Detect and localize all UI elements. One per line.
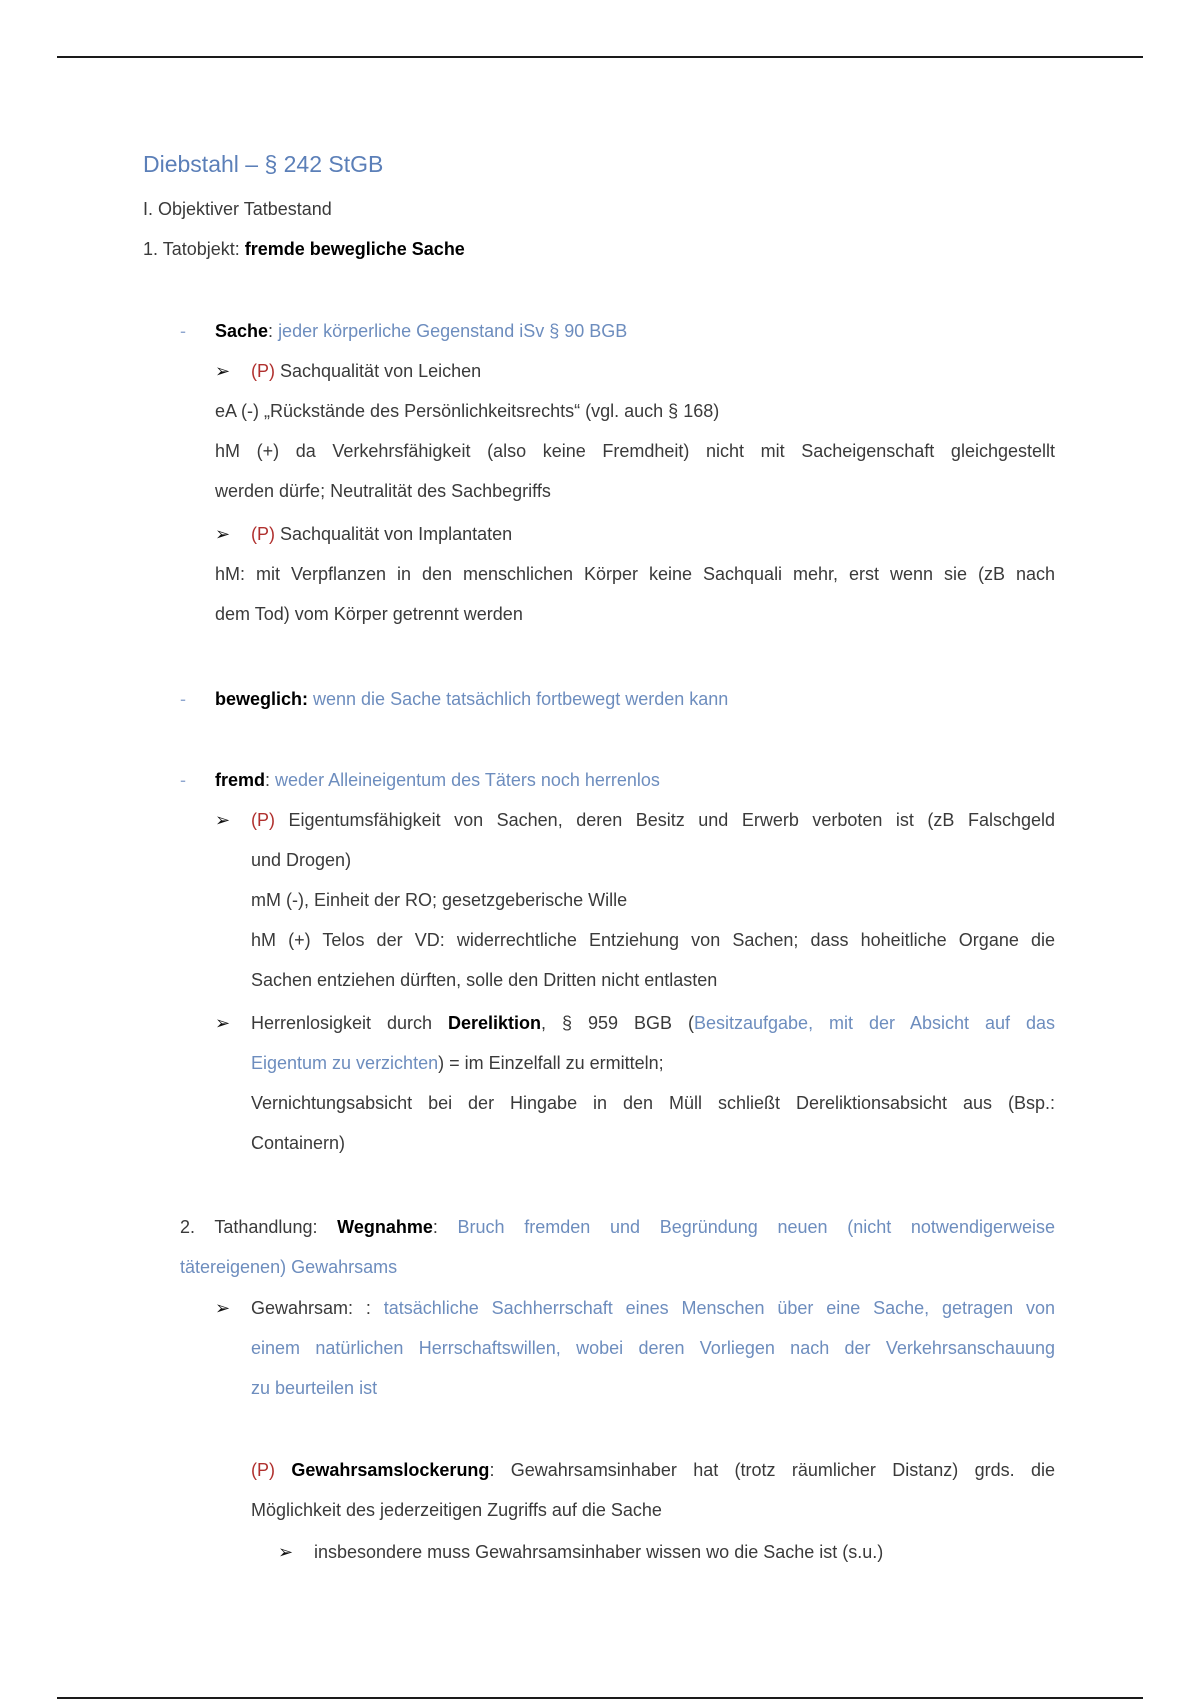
dereliktion-def: Besitzaufgabe, mit der Absicht auf das [693, 1013, 1055, 1033]
tathandlung-heading [180, 1207, 1055, 1247]
problem-mark: (P) [251, 524, 275, 544]
ea-opinion: eA (-) „Rückstände des Persönlichkeitsrechts“ (vgl. auch § 168) [215, 401, 720, 421]
gewahrsam-def: zu beurteilen ist [251, 1378, 378, 1398]
separator: : [265, 770, 276, 790]
gewahrsam-definition [251, 1288, 1055, 1328]
sache-term: Sache [215, 321, 269, 341]
footer-rule [57, 1697, 1143, 1699]
dereliktion-def: Eigentum zu verzichten [251, 1053, 439, 1073]
beweglich-def: wenn die Sache tatsächlich fortbewegt werden kann [308, 689, 729, 709]
problem-text-cont: und Drogen) [251, 850, 352, 870]
separator: : [268, 321, 279, 341]
gewahrsam-def: tatsächliche Sachherrschaft eines Menschen über eine Sache, getragen von [383, 1298, 1055, 1318]
hm-opinion-line: hM: mit Verpflanzen in den menschlichen Körper keine Sachquali mehr, erst wenn sie (zB nach [215, 564, 1055, 584]
problem-implantate [251, 514, 512, 554]
separator: : [432, 1217, 458, 1237]
fremd-def: weder Alleineigentum des Täters noch herrenlos [275, 770, 660, 790]
sache-definition [215, 311, 627, 351]
arrow-bullet-icon: ➢ [215, 1013, 231, 1033]
problem-text: Sachqualität von Implantaten [275, 524, 513, 544]
tathandlung-label: 2. Tathandlung: [180, 1217, 338, 1237]
dereliktion-post: ) = im Einzelfall zu ermitteln; [438, 1053, 664, 1073]
hm-opinion-line: werden dürfe; Neutralität des Sachbegriffs [215, 481, 551, 501]
vernichtungsabsicht-line: Containern) [251, 1133, 346, 1153]
gewahrsamslockerung-text: Möglichkeit des jederzeitigen Zugriffs auf die Sache [251, 1500, 662, 1520]
arrow-bullet-icon: ➢ [278, 1542, 294, 1562]
fremd-definition [215, 760, 660, 800]
hm-opinion-line: dem Tod) vom Körper getrennt werden [215, 604, 523, 624]
vernichtungsabsicht-line: Vernichtungsabsicht bei der Hingabe in den Müll schließt Dereliktionsabsicht aus (Bsp.: [251, 1093, 1055, 1113]
header-rule [57, 56, 1143, 58]
wegnahme-def-cont: tätereigenen) Gewahrsams [180, 1257, 398, 1277]
dereliktion-pre: Herrenlosigkeit durch [251, 1013, 449, 1033]
problem-mark: (P) [251, 361, 275, 381]
mm-opinion: mM (-), Einheit der RO; gesetzgeberische Wille [251, 890, 628, 910]
dash-bullet: - [180, 689, 186, 709]
problem-text: Eigentumsfähigkeit von Sachen, deren Besitz und Erwerb verboten ist (zB Falschgeld [275, 810, 1055, 830]
gewahrsamslockerung-term: Gewahrsamslockerung [291, 1460, 490, 1480]
hm-opinion-line: hM (+) Telos der VD: widerrechtliche Entziehung von Sachen; dass hoheitliche Organe die [251, 930, 1055, 950]
gewahrsamslockerung-text: : Gewahrsamsinhaber hat (trotz räumlicher Distanz) grds. die [489, 1460, 1055, 1480]
gewahrsamslockerung-line [251, 1450, 1055, 1490]
problem-text: Sachqualität von Leichen [275, 361, 482, 381]
arrow-bullet-icon: ➢ [215, 524, 231, 544]
dereliktion-line [251, 1043, 664, 1083]
hm-opinion-line: Sachen entziehen dürften, solle den Dritten nicht entlasten [251, 970, 718, 990]
hm-opinion-line: hM (+) da Verkehrsfähigkeit (also keine Fremdheit) nicht mit Sacheigenschaft gleichgestellt [215, 441, 1055, 461]
problem-eigentumsfaehigkeit [251, 800, 1055, 840]
arrow-bullet-icon: ➢ [215, 361, 231, 381]
beweglich-term: beweglich: [215, 689, 309, 709]
wegnahme-term: Wegnahme [337, 1217, 433, 1237]
arrow-bullet-icon: ➢ [215, 1298, 231, 1318]
tatobjekt-term: fremde bewegliche Sache [244, 239, 465, 259]
problem-mark: (P) [251, 1460, 275, 1480]
gewahrsam-label: Gewahrsam: : [251, 1298, 384, 1318]
dereliktion-mid: , § 959 BGB ( [541, 1013, 694, 1033]
page-title: Diebstahl – § 242 StGB [143, 151, 384, 177]
fremd-term: fremd [215, 770, 266, 790]
problem-leichen [251, 351, 481, 391]
dereliktion-line [251, 1003, 1055, 1043]
dash-bullet: - [180, 321, 186, 341]
beweglich-definition [215, 679, 728, 719]
sache-def: jeder körperliche Gegenstand iSv § 90 BGB [278, 321, 628, 341]
gewahrsam-def: einem natürlichen Herrschaftswillen, wobei deren Vorliegen nach der Verkehrsanschauung [251, 1338, 1055, 1358]
problem-mark: (P) [251, 810, 275, 830]
arrow-bullet-icon: ➢ [215, 810, 231, 830]
tatobjekt-label: 1. Tatobjekt: [143, 239, 245, 259]
subpoint-text: insbesondere muss Gewahrsamsinhaber wissen wo die Sache ist (s.u.) [314, 1542, 884, 1562]
tatobjekt-heading [143, 229, 465, 269]
dereliktion-term: Dereliktion [448, 1013, 542, 1033]
dash-bullet: - [180, 770, 186, 790]
wegnahme-def: Bruch fremden und Begründung neuen (nicht notwendigerweise [457, 1217, 1055, 1237]
section-heading: I. Objektiver Tatbestand [143, 199, 332, 219]
